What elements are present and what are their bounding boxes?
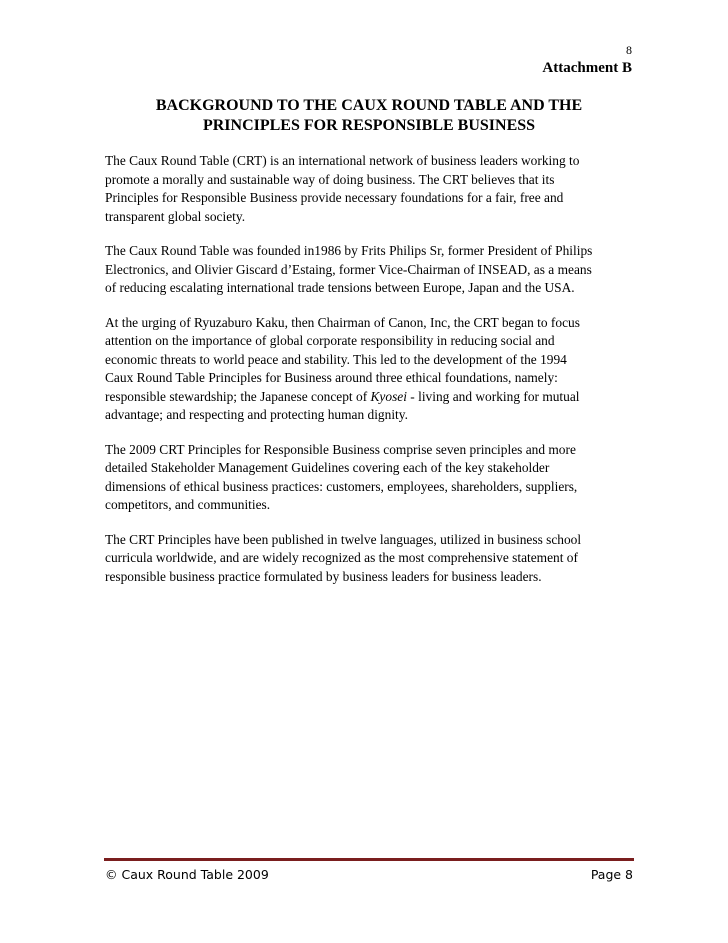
paragraph-5 <box>105 531 635 587</box>
text-line: economic threats to world peace and stability. This led to the development of the 1994 <box>105 351 567 367</box>
text-line: detailed Stakeholder Management Guidelines covering each of the key stakeholder <box>105 460 550 475</box>
text-line: The 2009 CRT Principles for Responsible Business comprise seven principles and more <box>105 441 576 457</box>
text-line: curricula worldwide, and are widely recognized as the most comprehensive statement of <box>105 550 578 565</box>
text-line: The Caux Round Table was founded in1986 by Frits Philips Sr, former President of Philips <box>105 243 593 258</box>
text-line: responsible business practice formulated by business leaders for business leaders. <box>105 568 542 584</box>
text-line: Electronics, and Olivier Giscard d’Estaing, former Vice-Chairman of INSEAD, as a means <box>105 261 592 277</box>
text-line: The Caux Round Table (CRT) is an international network of business leaders working to <box>105 153 580 168</box>
page-title <box>105 96 633 136</box>
text-line: promote a morally and sustainable way of doing business. The CRT believes that its <box>105 171 555 187</box>
text-segment: responsible stewardship; the Japanese concept of <box>105 388 371 404</box>
page-footer <box>105 867 633 882</box>
text-line <box>105 388 635 407</box>
top-page-number: 8 <box>626 43 632 57</box>
paragraph-4 <box>105 441 635 515</box>
body-text <box>105 152 635 602</box>
text-line: advantage; and respecting and protecting human dignity. <box>105 407 408 422</box>
text-line: transparent global society. <box>105 208 246 224</box>
footer-divider <box>104 858 634 861</box>
title-line-1: BACKGROUND TO THE CAUX ROUND TABLE AND THE <box>155 97 583 114</box>
footer-copyright: © Caux Round Table 2009 <box>105 867 269 882</box>
attachment-label: Attachment B <box>542 60 632 76</box>
text-segment: - living and working for mutual <box>406 388 580 404</box>
footer-page-number: Page 8 <box>590 867 633 882</box>
paragraph-1 <box>105 152 635 226</box>
text-line: dimensions of ethical business practices: customers, employees, shareholders, suppliers, <box>105 478 578 494</box>
text-line: At the urging of Ryuzaburo Kaku, then Chairman of Canon, Inc, the CRT began to focus <box>105 314 580 330</box>
text-line: competitors, and communities. <box>105 497 271 512</box>
text-line: The CRT Principles have been published in twelve languages, utilized in business school <box>105 531 582 547</box>
title-line-2: PRINCIPLES FOR RESPONSIBLE BUSINESS <box>202 117 536 134</box>
text-line: of reducing escalating international trade tensions between Europe, Japan and the USA. <box>105 280 575 295</box>
paragraph-3 <box>105 314 635 425</box>
text-line: attention on the importance of global corporate responsibility in reducing social and <box>105 333 555 348</box>
text-line: Caux Round Table Principles for Business around three ethical foundations, namely: <box>105 370 558 385</box>
text-line: Principles for Responsible Business provide necessary foundations for a fair, free and <box>105 190 564 205</box>
kyosei-term: Kyosei <box>370 388 407 404</box>
paragraph-2 <box>105 242 635 298</box>
